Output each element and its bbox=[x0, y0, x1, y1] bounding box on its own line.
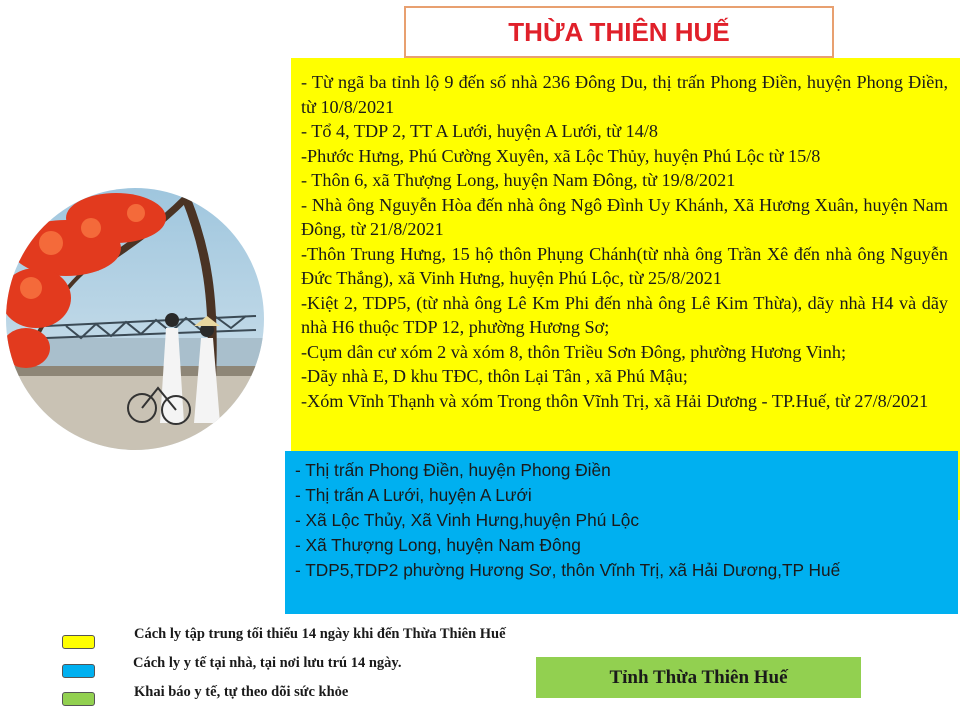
yellow-line-7: -Kiệt 2, TDP5, (từ nhà ông Lê Km Phi đến nhà ông Lê Kim Thừa), dãy nhà H4 và dãy nhà H6 thuộc TDP 12, phường Hương Sơ; bbox=[301, 292, 948, 337]
legend-swatch-yellow bbox=[62, 635, 95, 649]
legend-text-2: Cách ly y tế tại nhà, tại nơi lưu trú 14 ngày. bbox=[133, 655, 402, 671]
legend-text-3: Khai báo y tế, tự theo dõi sức khỏe bbox=[134, 684, 349, 700]
yellow-line-9: -Dãy nhà E, D khu TĐC, thôn Lại Tân , xã Phú Mậu; bbox=[301, 366, 688, 386]
blue-line-1: - Thị trấn Phong Điền, huyện Phong Điền bbox=[295, 460, 611, 480]
yellow-line-10: -Xóm Vĩnh Thạnh và xóm Trong thôn Vĩnh Trị, xã Hải Dương - TP.Huế, từ 27/8/2021 bbox=[301, 390, 929, 411]
title-box bbox=[404, 6, 834, 58]
legend-swatch-blue bbox=[62, 664, 95, 678]
blue-line-4: - Xã Thượng Long, huyện Nam Đông bbox=[295, 535, 581, 555]
blue-line-3: - Xã Lộc Thủy, Xã Vinh Hưng,huyện Phú Lộc bbox=[295, 510, 639, 530]
province-label-box bbox=[536, 657, 861, 698]
hue-photo bbox=[6, 188, 264, 450]
province-label: Tỉnh Thừa Thiên Huế bbox=[609, 666, 788, 688]
page-title: THỪA THIÊN HUẾ bbox=[508, 16, 730, 47]
yellow-line-5: - Nhà ông Nguyễn Hòa đến nhà ông Ngô Đình Uy Khánh, Xã Hương Xuân, huyện Nam Đông, từ 21/8/2021 bbox=[301, 194, 948, 239]
yellow-line-6: -Thôn Trung Hưng, 15 hộ thôn Phụng Chánh(từ nhà ông Trần Xê đến nhà ông Nguyễn Đức Thắng), xã Vinh Hưng, huyện Phú Lộc, từ 25/8/2021 bbox=[301, 243, 948, 288]
yellow-line-4: - Thôn 6, xã Thượng Long, huyện Nam Đông, từ 19/8/2021 bbox=[301, 170, 736, 190]
blue-line-2: - Thị trấn A Lưới, huyện A Lưới bbox=[295, 485, 532, 505]
legend-swatch-green bbox=[62, 692, 95, 706]
home-quarantine-list bbox=[285, 451, 958, 614]
blue-line-5: - TDP5,TDP2 phường Hương Sơ, thôn Vĩnh Trị, xã Hải Dương,TP Huế bbox=[295, 560, 841, 580]
legend-text-1: Cách ly tập trung tối thiểu 14 ngày khi đến Thừa Thiên Huế bbox=[134, 626, 506, 642]
yellow-line-1: - Từ ngã ba tỉnh lộ 9 đến số nhà 236 Đông Du, thị trấn Phong Điền, huyện Phong Điền, từ 10/8/2021 bbox=[301, 72, 948, 117]
flame-tree-illustration bbox=[6, 188, 264, 450]
yellow-line-2: - Tổ 4, TDP 2, TT A Lưới, huyện A Lưới, từ 14/8 bbox=[301, 121, 659, 141]
yellow-line-3: -Phước Hưng, Phú Cường Xuyên, xã Lộc Thủy, huyện Phú Lộc từ 15/8 bbox=[301, 145, 821, 166]
yellow-line-8: -Cụm dân cư xóm 2 và xóm 8, thôn Triều Sơn Đông, phường Hương Vinh; bbox=[301, 341, 847, 362]
